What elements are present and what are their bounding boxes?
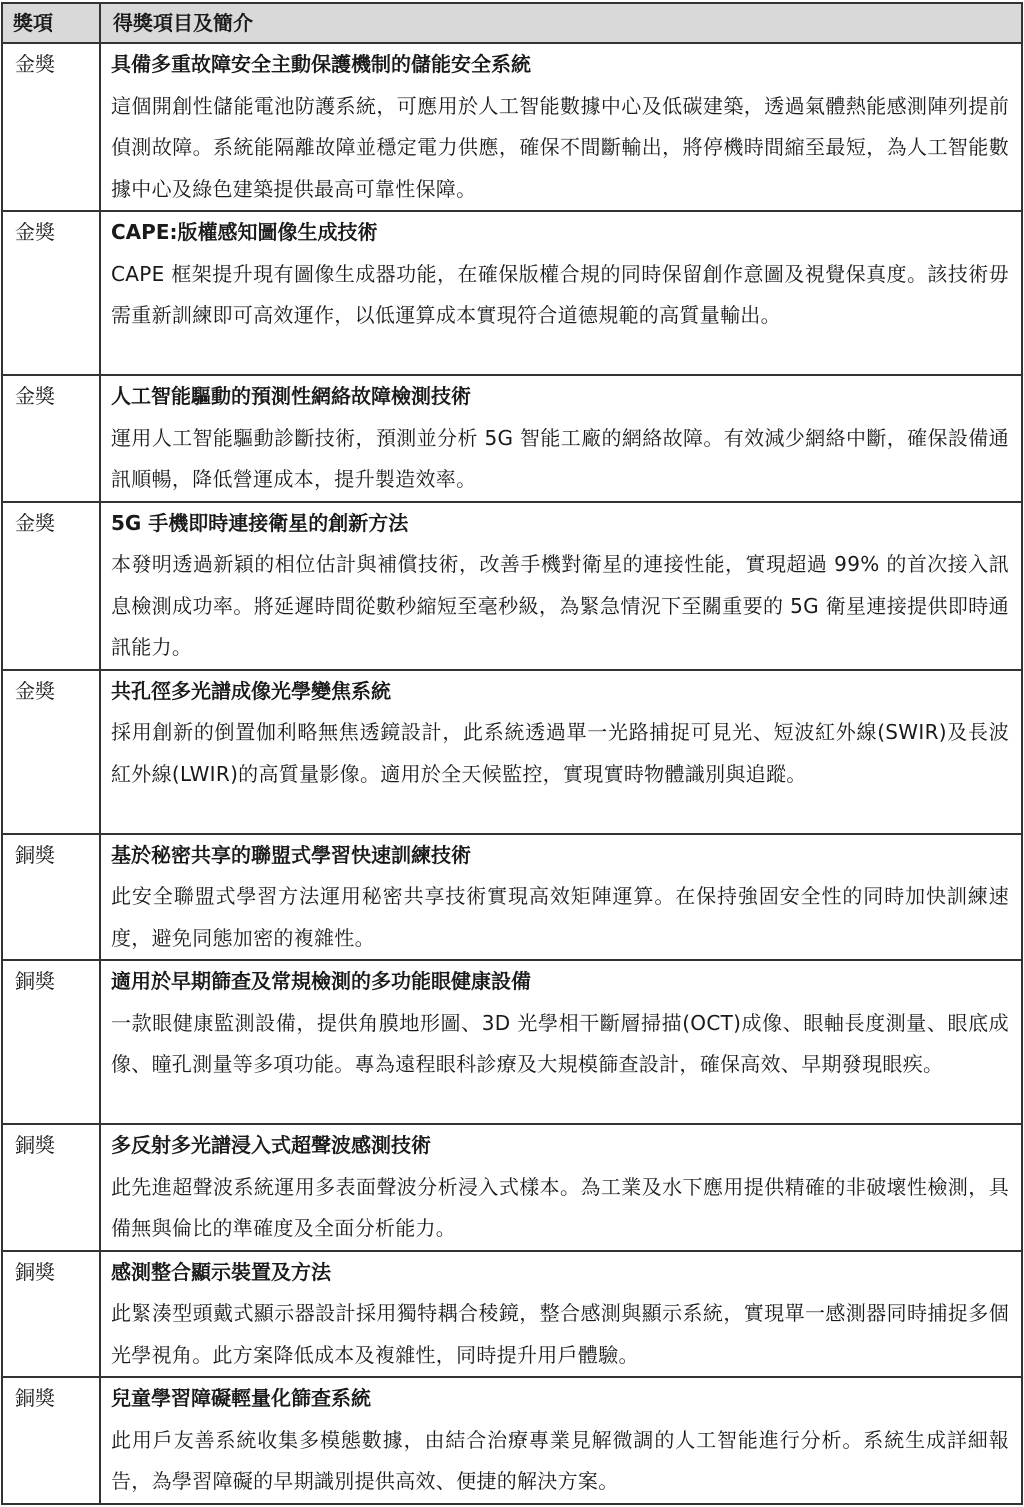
item-description: 這個開創性儲能電池防護系統，可應用於人工智能數據中心及低碳建築，透過氣體熱能感測陣列提前偵測故障。系統能隔離故障並穩定電力供應，確保不間斷輸出，將停機時間縮至最短，為人工智能數據中心及綠色建築提供最高可靠性保障。 [111, 93, 1009, 201]
item-title: 共孔徑多光譜成像光學變焦系統 [111, 678, 391, 703]
item-title: 兒童學習障礙輕量化篩查系統 [111, 1386, 371, 1410]
item-cell [100, 834, 1022, 961]
item-cell [100, 1124, 1022, 1251]
table-row [2, 834, 1022, 961]
award-cell: 銅獎 [2, 960, 100, 1124]
award-cell: 金獎 [2, 43, 100, 211]
item-title: 感測整合顯示裝置及方法 [111, 1259, 331, 1284]
item-cell [100, 1377, 1022, 1504]
award-cell: 銅獎 [2, 1124, 100, 1251]
item-title: 具備多重故障安全主動保護機制的儲能安全系統 [111, 52, 531, 76]
table-row [2, 502, 1022, 670]
award-cell: 金獎 [2, 375, 100, 502]
award-cell: 金獎 [2, 502, 100, 670]
table-row [2, 375, 1022, 502]
award-cell: 銅獎 [2, 1251, 100, 1378]
item-description: CAPE 框架提升現有圖像生成器功能，在確保版權合規的同時保留創作意圖及視覺保真度。該技術毋需重新訓練即可高效運作，以低運算成本實現符合道德規範的高質量輸出。 [111, 261, 1009, 327]
item-description: 此用戶友善系統收集多模態數據，由結合治療專業見解微調的人工智能進行分析。系統生成詳細報告，為學習障礙的早期識別提供高效、便捷的解決方案。 [111, 1427, 1009, 1493]
item-title: 多反射多光譜浸入式超聲波感測技術 [111, 1133, 431, 1157]
item-cell [100, 670, 1022, 834]
table-row [2, 960, 1022, 1124]
item-description: 此安全聯盟式學習方法運用秘密共享技術實現高效矩陣運算。在保持強固安全性的同時加快訓練速度，避免同態加密的複雜性。 [111, 884, 1009, 950]
table-row [2, 670, 1022, 834]
item-title: CAPE:版權感知圖像生成技術 [111, 220, 378, 244]
table-row [2, 1377, 1022, 1504]
award-cell: 金獎 [2, 211, 100, 375]
item-description: 此先進超聲波系統運用多表面聲波分析浸入式樣本。為工業及水下應用提供精確的非破壞性檢測，具備無與倫比的準確度及全面分析能力。 [111, 1174, 1009, 1240]
item-cell [100, 1251, 1022, 1378]
item-title: 基於秘密共享的聯盟式學習快速訓練技術 [111, 842, 471, 867]
item-description: 本發明透過新穎的相位估計與補償技術，改善手機對衛星的連接性能，實現超過 99% 的首次接入訊息檢測成功率。將延遲時間從數秒縮短至毫秒級，為緊急情況下至關重要的 5G 衛星連接提供即時通訊能力。 [111, 552, 1009, 659]
item-description: 運用人工智能驅動診斷技術，預測並分析 5G 智能工廠的網絡故障。有效減少網絡中斷，確保設備通訊順暢，降低營運成本，提升製造效率。 [111, 425, 1009, 491]
item-cell [100, 502, 1022, 670]
table-row [2, 43, 1022, 211]
item-cell [100, 211, 1022, 375]
item-description: 採用創新的倒置伽利略無焦透鏡設計，此系統透過單一光路捕捉可見光、短波紅外線(SWIR)及長波紅外線(LWIR)的高質量影像。適用於全天候監控，實現實時物體識別與追蹤。 [111, 720, 1009, 786]
item-title: 人工智能驅動的預測性網絡故障檢測技術 [111, 384, 471, 408]
item-description: 此緊湊型頭戴式顯示器設計採用獨特耦合稜鏡，整合感測與顯示系統，實現單一感測器同時捕捉多個光學視角。此方案降低成本及複雜性，同時提升用戶體驗。 [111, 1301, 1009, 1367]
table-row [2, 1251, 1022, 1378]
awards-table [1, 2, 1023, 1505]
item-title: 5G 手機即時連接衛星的創新方法 [111, 510, 409, 535]
item-cell [100, 375, 1022, 502]
item-cell [100, 43, 1022, 211]
header-award: 獎項 [2, 3, 100, 43]
item-description: 一款眼健康監測設備，提供角膜地形圖、3D 光學相干斷層掃描(OCT)成像、眼軸長度測量、眼底成像、瞳孔測量等多項功能。專為遠程眼科診療及大規模篩查設計，確保高效、早期發現眼疾。 [111, 1010, 1009, 1076]
award-cell: 金獎 [2, 670, 100, 834]
table-row [2, 211, 1022, 375]
item-title: 適用於早期篩查及常規檢測的多功能眼健康設備 [111, 969, 531, 993]
header-item: 得獎項目及簡介 [100, 3, 1022, 43]
award-cell: 銅獎 [2, 834, 100, 961]
item-cell [100, 960, 1022, 1124]
table-header-row [2, 3, 1022, 43]
table-row [2, 1124, 1022, 1251]
award-cell: 銅獎 [2, 1377, 100, 1504]
